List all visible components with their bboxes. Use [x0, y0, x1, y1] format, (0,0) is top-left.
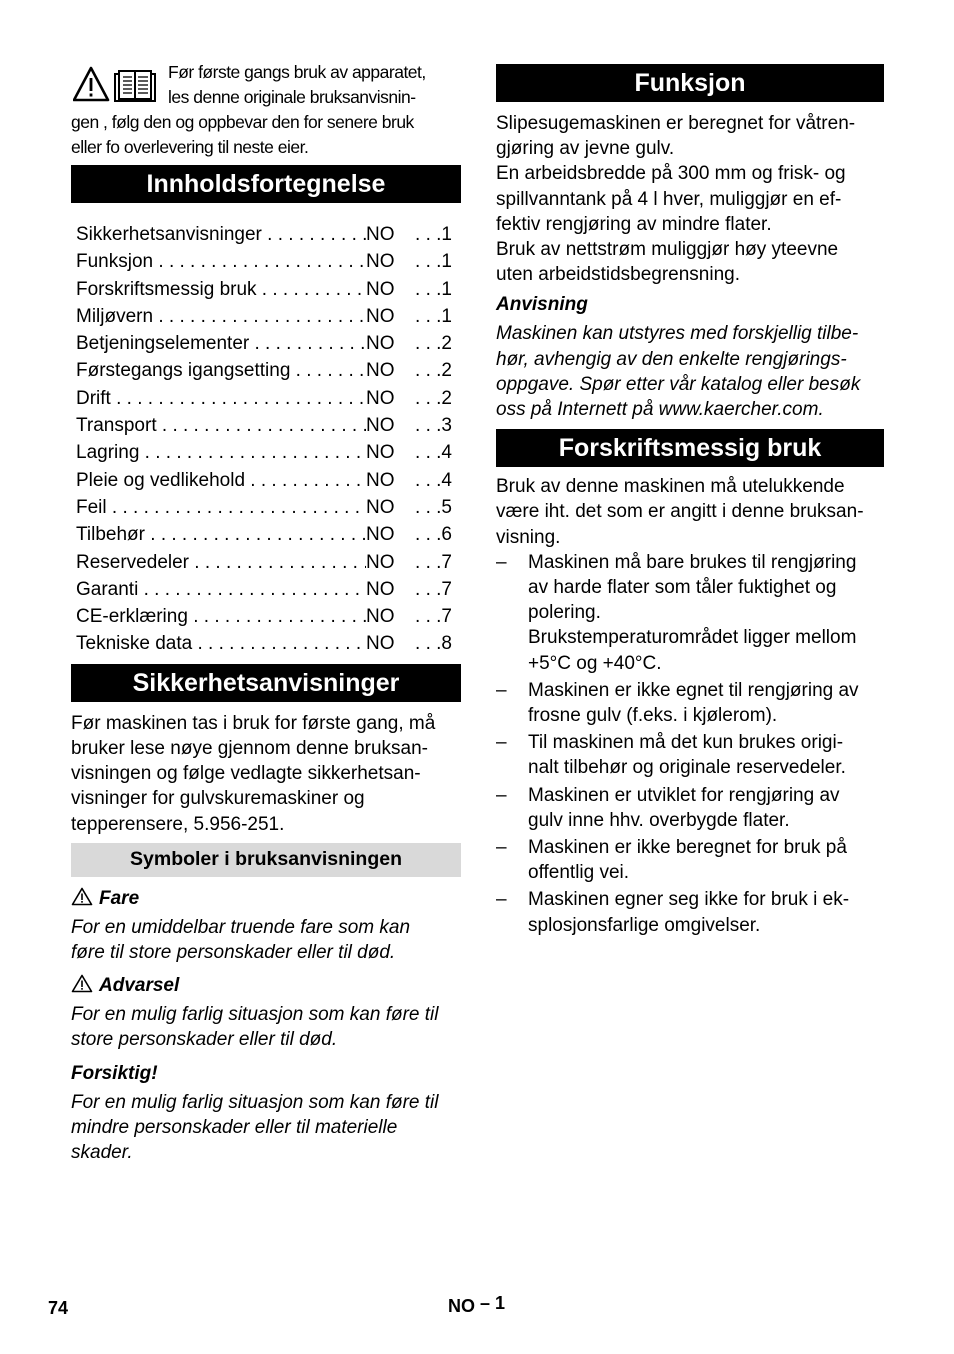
toc-entry-page: . . .7 [415, 578, 452, 600]
text-line: være iht. det som er angitt i denne bruksan- [496, 501, 864, 523]
toc-entry[interactable] [76, 576, 452, 603]
toc-entry[interactable] [76, 494, 452, 521]
toc-entry-page: . . .1 [415, 278, 452, 300]
safety-heading: Sikkerhetsanvisninger [71, 664, 461, 702]
toc-heading: Innholdsfortegnelse [71, 165, 461, 203]
toc-entry-code: NO [366, 442, 395, 464]
text-line: For en mulig farlig situasjon som kan føre til [71, 1004, 439, 1026]
text-line: splosjonsfarlige omgivelser. [528, 914, 761, 936]
fare-label-row [71, 886, 461, 911]
dash-bullet: – [496, 679, 507, 701]
toc-entry[interactable] [76, 630, 452, 657]
intro-line: Før første gangs bruk av apparatet, [168, 62, 426, 82]
toc-entry-page: . . .1 [415, 251, 452, 273]
toc-entry-label: Lagring . . . [76, 439, 366, 466]
warning-triangle-icon [71, 974, 93, 993]
text-line: Brukstemperaturområdet ligger mellom [528, 627, 857, 649]
toc-entry-label: CE-erklæring . . . [76, 603, 366, 630]
list-item [496, 730, 884, 780]
text-line: Maskinen er ikke egnet til rengjøring av [528, 679, 859, 701]
text-line: frosne gulv (f.eks. i kjølerom). [528, 705, 778, 727]
toc-entry-code: NO [366, 469, 395, 491]
toc-entry-label: Forskriftsmessig bruk . . . [76, 276, 366, 303]
toc-entry-label: Transport . . . [76, 412, 366, 439]
toc-entry-code: NO [366, 551, 395, 573]
toc-entry[interactable] [76, 439, 452, 466]
intro-text [71, 60, 463, 160]
anvisning-label: Anvisning [496, 294, 588, 316]
toc-entry-page: . . .3 [415, 415, 452, 437]
toc-entry-label: Tilbehør . . . [76, 521, 366, 548]
list-item [496, 887, 884, 937]
dash-bullet: – [496, 889, 507, 911]
toc-entry[interactable] [76, 276, 452, 303]
toc-entry[interactable] [76, 221, 452, 248]
toc-entry-label: Tekniske data . . . [76, 630, 366, 657]
text-line: +5°C og +40°C. [528, 652, 662, 674]
text-line: For en mulig farlig situasjon som kan føre til [71, 1091, 439, 1113]
list-item [496, 783, 884, 833]
toc-entry-page: . . .2 [415, 333, 452, 355]
toc-entry-label: Betjeningselementer . . . [76, 330, 366, 357]
dash-bullet: – [496, 551, 507, 573]
forskrift-text [496, 474, 884, 550]
dash-bullet: – [496, 837, 507, 859]
text-line: spillvanntank på 4 l hver, muliggjør en ef- [496, 188, 842, 210]
text-line: Maskinen er ikke beregnet for bruk på [528, 837, 847, 859]
list-item [496, 678, 884, 728]
text-line: For en umiddelbar truende fare som kan [71, 916, 411, 938]
section-page-label [448, 1293, 506, 1317]
text-line: uten arbeidstidsbegrensning. [496, 264, 741, 286]
toc-entry-code: NO [366, 224, 395, 245]
dash-bullet: – [496, 784, 507, 806]
text-line: offentlig vei. [528, 862, 630, 884]
symbols-heading: Symboler i bruksanvisningen [71, 843, 461, 877]
toc-entry[interactable] [76, 385, 452, 412]
text-line: oss på Internett på www.kaercher.com. [496, 399, 824, 421]
toc-entry-label: Miljøvern . . . [76, 303, 366, 330]
list-item [496, 625, 884, 675]
advarsel-label: Advarsel [99, 975, 180, 997]
toc-entry-page: . . .7 [415, 606, 452, 628]
text-line: Slipesugemaskinen er beregnet for våtren- [496, 113, 856, 134]
text-line: Maskinen må bare brukes til rengjøring [528, 551, 857, 573]
safety-intro [71, 711, 461, 837]
toc-entry-code: NO [366, 333, 395, 355]
toc-entry-page: . . .1 [415, 305, 452, 327]
page-number: 74 [48, 1298, 69, 1318]
toc-entry[interactable] [76, 521, 452, 548]
text-line: nalt tilbehør og originale reservedeler. [528, 757, 846, 779]
toc-entry[interactable] [76, 303, 452, 330]
text-line: mindre personskader eller til materielle [71, 1116, 398, 1138]
section-page: – 1 [480, 1293, 506, 1313]
text-line: Før maskinen tas i bruk for første gang, må [71, 712, 436, 734]
language-code: NO [448, 1296, 475, 1316]
usage-list [496, 550, 884, 938]
list-item [496, 835, 884, 885]
toc-entry-label: Garanti . . . [76, 576, 366, 603]
text-line: føre til store personskader eller til død. [71, 941, 396, 963]
toc-entry[interactable] [76, 412, 452, 439]
text-line: Til maskinen må det kun brukes origi- [528, 732, 844, 754]
text-line: fektiv rengjøring av mindre flater. [496, 213, 772, 235]
toc-entry-page: . . .8 [415, 633, 452, 655]
toc-list [76, 221, 452, 658]
toc-entry-code: NO [366, 251, 395, 273]
toc-entry[interactable] [76, 330, 452, 357]
intro-line: gen , følg den og oppbevar den for senere bruk [71, 112, 414, 132]
text-line: Bruk av denne maskinen må utelukkende [496, 476, 845, 498]
forskrift-heading: Forskriftsmessig bruk [496, 429, 884, 467]
toc-entry-label: Drift . . . [76, 385, 366, 412]
toc-entry-code: NO [366, 524, 395, 546]
toc-entry[interactable] [76, 603, 452, 630]
text-line: En arbeidsbredde på 300 mm og frisk- og [496, 163, 846, 185]
symbols-block [71, 886, 461, 1165]
toc-entry-label: Pleie og vedlikehold . . . [76, 467, 366, 494]
text-line: Maskinen kan utstyres med forskjellig tilbe- [496, 323, 859, 345]
text-line: av harde flater som tåler fuktighet og [528, 577, 837, 599]
toc-entry-page: . . .4 [415, 469, 452, 491]
toc-entry-page: . . .5 [415, 496, 452, 518]
toc-entry-label: Feil . . . [76, 494, 366, 521]
advarsel-label-row [71, 973, 461, 998]
intro-line: eller fo overlevering til neste eier. [71, 137, 309, 157]
forsiktig-label: Forsiktig! [71, 1062, 158, 1084]
toc-entry[interactable] [76, 467, 452, 494]
toc-entry-code: NO [366, 633, 395, 655]
toc-entry-label: Reservedeler . . . [76, 549, 366, 576]
toc-entry[interactable] [76, 549, 452, 576]
toc-entry[interactable] [76, 357, 452, 384]
toc-entry-code: NO [366, 606, 395, 628]
toc-entry-code: NO [366, 305, 395, 327]
toc-entry-page: . . .1 [415, 224, 452, 245]
toc-entry-code: NO [366, 278, 395, 300]
toc-entry-page: . . .4 [415, 442, 452, 464]
text-line: gulv inne hhv. overbygde flater. [528, 809, 790, 831]
text-line: Bruk av nettstrøm muliggjør høy yteevne [496, 239, 839, 261]
text-line: hør, avhengig av den enkelte rengjørings- [496, 348, 847, 370]
toc-entry-page: . . .7 [415, 551, 452, 573]
right-column [496, 64, 884, 938]
text-line: polering. [528, 602, 601, 624]
toc-entry[interactable] [76, 248, 452, 275]
funksjon-heading: Funksjon [496, 64, 884, 102]
toc-entry-code: NO [366, 415, 395, 437]
fare-label: Fare [99, 887, 140, 909]
left-column [71, 60, 461, 1165]
text-line: bruker lese nøye gjennom denne bruksan- [71, 737, 428, 759]
text-line: visningen og følge vedlagte sikkerhetsan- [71, 763, 421, 785]
toc-entry-page: . . .6 [415, 524, 452, 546]
text-line: Maskinen egner seg ikke for bruk i ek- [528, 889, 850, 911]
warning-triangle-icon [71, 887, 93, 906]
funksjon-text [496, 111, 884, 422]
text-line: visninger for gulvskuremaskiner og [71, 788, 365, 810]
toc-entry-code: NO [366, 360, 395, 382]
toc-entry-code: NO [366, 387, 395, 409]
toc-entry-label: Førstegangs igangsetting . . . [76, 357, 366, 384]
toc-entry-page: . . .2 [415, 387, 452, 409]
text-line: store personskader eller til død. [71, 1029, 338, 1051]
text-line: Maskinen er utviklet for rengjøring av [528, 784, 840, 806]
text-line: visning. [496, 526, 561, 548]
list-item [496, 550, 884, 626]
text-line: tepperensere, 5.956-251. [71, 813, 285, 835]
text-line: gjøring av jevne gulv. [496, 138, 675, 160]
intro-line: les denne originale bruksanvisnin- [168, 87, 416, 107]
toc-entry-page: . . .2 [415, 360, 452, 382]
text-line: oppgave. Spør etter vår katalog eller besøk [496, 373, 861, 395]
toc-entry-label: Sikkerhetsanvisninger . . . [76, 221, 366, 248]
toc-entry-label: Funksjon . . . [76, 248, 366, 275]
dash-bullet: – [496, 732, 507, 754]
toc-entry-code: NO [366, 578, 395, 600]
intro-block [71, 60, 461, 160]
toc-entry-code: NO [366, 496, 395, 518]
text-line: skader. [71, 1141, 133, 1163]
